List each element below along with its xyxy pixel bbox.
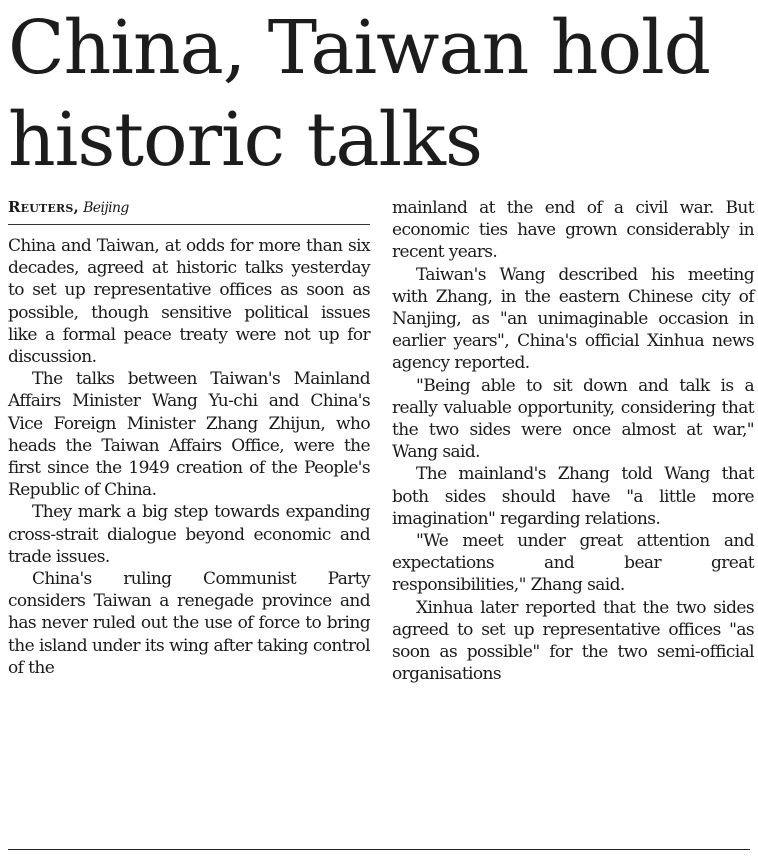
bottom-rule xyxy=(8,849,750,850)
column-left xyxy=(8,197,370,837)
headline: China, Taiwan hold historic talks xyxy=(8,5,711,183)
article-paragraph: mainland at the end of a civil war. But economic ties have grown considerably in recent years. xyxy=(392,198,754,263)
article-paragraph: The talks between Taiwan's Mainland Affairs Minister Wang Yu-chi and China's Vice Foreign Minister Zhang Zhijun, who heads the Taiwan Affairs Office, were the first since the 1949 creation of the People's Republic of China. xyxy=(8,369,370,501)
byline-agency: Reuters, xyxy=(8,198,79,216)
article-paragraph: China's ruling Communist Party considers Taiwan a renegade province and has never ruled out the use of force to bring the island under its wing after taking control of the xyxy=(8,569,370,678)
article-paragraph: China and Taiwan, at odds for more than six decades, agreed at historic talks yesterday to set up representative offices as soon as possible, though sensitive political issues like a formal peace treaty were not up for discussion. xyxy=(8,236,370,368)
article-paragraph: Taiwan's Wang described his meeting with Zhang, in the eastern Chinese city of Nanjing, as "an unimaginable occasion in earlier years", China's official Xinhua news agency reported. xyxy=(392,264,754,374)
article-body xyxy=(8,197,754,837)
byline-location: Beijing xyxy=(83,200,129,216)
column-right xyxy=(392,197,754,837)
article-paragraph: "We meet under great attention and expectations and bear great responsibilities," Zhang said. xyxy=(392,531,754,596)
article-paragraph: "Being able to sit down and talk is a really valuable opportunity, considering that the two sides were once almost at war," Wang said. xyxy=(392,375,754,463)
article-paragraph: Xinhua later reported that the two sides agreed to set up representative offices "as soon as possible" for the two semi-official organisations xyxy=(392,597,754,685)
article-paragraph: The mainland's Zhang told Wang that both sides should have "a little more imagination" regarding relations. xyxy=(392,464,754,529)
byline xyxy=(8,197,370,225)
article-paragraph: They mark a big step towards expanding cross-strait dialogue beyond economic and trade issues. xyxy=(8,502,370,567)
